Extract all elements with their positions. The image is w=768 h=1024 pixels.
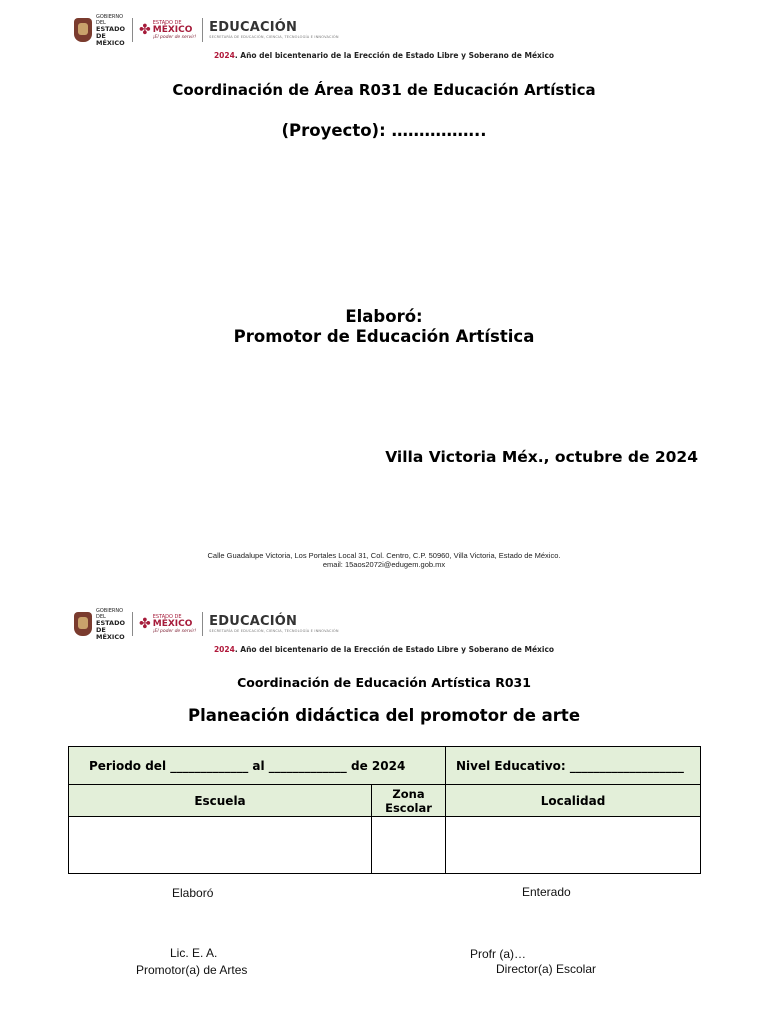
sig-right-title: Enterado bbox=[522, 885, 571, 899]
edomex-logo bbox=[139, 20, 196, 41]
sig-left-role: Promotor(a) de Artes bbox=[136, 963, 248, 977]
state-seal-icon bbox=[74, 18, 92, 42]
edomex-emblem-icon: ✤ bbox=[139, 616, 151, 632]
col-zona-line1: Zona bbox=[392, 786, 425, 801]
edomex-small: ESTADO DE bbox=[152, 19, 182, 26]
educacion-logo bbox=[209, 615, 339, 633]
motto-line-2 bbox=[0, 645, 768, 654]
gov-line-3: MÉXICO bbox=[96, 38, 125, 47]
project-line: (Proyecto): …………….. bbox=[281, 121, 487, 140]
logo-divider bbox=[132, 612, 133, 636]
logo-divider bbox=[132, 18, 133, 42]
educacion-title: EDUCACIÓN bbox=[209, 614, 298, 629]
educacion-logo bbox=[209, 21, 339, 39]
cell-escuela[interactable] bbox=[69, 817, 372, 874]
logo-divider-2 bbox=[202, 18, 203, 42]
gov-line-1: GOBIERNO DEL bbox=[96, 13, 124, 26]
header-logos bbox=[74, 13, 339, 47]
edomex-small: ESTADO DE bbox=[152, 613, 182, 620]
motto-year: 2024 bbox=[213, 51, 235, 60]
gov-line-3: MÉXICO bbox=[96, 632, 125, 641]
gov-line-2: ESTADO DE bbox=[96, 618, 126, 634]
header-logos-2 bbox=[74, 607, 339, 641]
plan-title: Planeación didáctica del promotor de arte bbox=[187, 706, 581, 725]
address-line: Calle Guadalupe Victoria, Los Portales Local 31, Col. Centro, C.P. 50960, Villa Victoria, Estado de México. bbox=[207, 551, 561, 560]
sig-right-name: Profr (a)… bbox=[470, 947, 527, 961]
col-escuela: Escuela bbox=[69, 785, 372, 817]
edomex-slogan: ¡El poder de servir! bbox=[152, 628, 197, 634]
col-zona-escolar bbox=[372, 785, 446, 817]
nivel-educativo-field[interactable]: Nivel Educativo: ___________________ bbox=[446, 747, 701, 785]
edomex-slogan: ¡El poder de servir! bbox=[152, 34, 197, 40]
edomex-emblem-icon: ✤ bbox=[139, 22, 151, 38]
educacion-subtitle: SECRETARÍA DE EDUCACIÓN, CIENCIA, TECNOLOGÍA E INNOVACIÓN bbox=[209, 629, 339, 633]
gov-logo-text bbox=[96, 14, 126, 47]
email-line: email: 15aos2072i@edugem.gob.mx bbox=[322, 560, 446, 569]
table-row bbox=[69, 817, 701, 874]
gov-line-2: ESTADO DE bbox=[96, 24, 126, 40]
sig-left-title: Elaboró bbox=[172, 886, 214, 900]
motto-line bbox=[0, 51, 768, 60]
col-localidad: Localidad bbox=[446, 785, 701, 817]
logo-divider-2 bbox=[202, 612, 203, 636]
edomex-big: MÉXICO bbox=[152, 618, 193, 629]
page-title: Coordinación de Área R031 de Educación Artística bbox=[172, 81, 596, 99]
elaboro-label: Elaboró: bbox=[345, 307, 423, 326]
table-columns-row bbox=[69, 785, 701, 817]
coordination-title: Coordinación de Educación Artística R031 bbox=[237, 675, 531, 690]
col-zona-line2: Escolar bbox=[385, 800, 432, 815]
cell-zona[interactable] bbox=[372, 817, 446, 874]
table-header-row bbox=[69, 747, 701, 785]
edomex-big: MÉXICO bbox=[152, 24, 193, 35]
motto-text: . Año del bicentenario de la Erección de Estado Libre y Soberano de México bbox=[234, 51, 555, 60]
educacion-subtitle: SECRETARÍA DE EDUCACIÓN, CIENCIA, TECNOLOGÍA E INNOVACIÓN bbox=[209, 35, 339, 39]
educacion-title: EDUCACIÓN bbox=[209, 20, 298, 35]
planning-table bbox=[68, 746, 701, 874]
place-date: Villa Victoria Méx., octubre de 2024 bbox=[385, 448, 698, 466]
promotor-label: Promotor de Educación Artística bbox=[233, 327, 535, 346]
motto-text: . Año del bicentenario de la Erección de Estado Libre y Soberano de México bbox=[234, 645, 555, 654]
periodo-field[interactable]: Periodo del _____________ al _____________ de 2024 bbox=[69, 747, 446, 785]
state-seal-icon bbox=[74, 612, 92, 636]
cell-localidad[interactable] bbox=[446, 817, 701, 874]
gov-line-1: GOBIERNO DEL bbox=[96, 607, 124, 620]
sig-right-role: Director(a) Escolar bbox=[496, 962, 597, 976]
edomex-logo bbox=[139, 614, 196, 635]
address-block bbox=[0, 551, 768, 569]
motto-year: 2024 bbox=[213, 645, 235, 654]
gov-logo-text bbox=[96, 608, 126, 641]
sig-left-name: Lic. E. A. bbox=[170, 946, 218, 960]
